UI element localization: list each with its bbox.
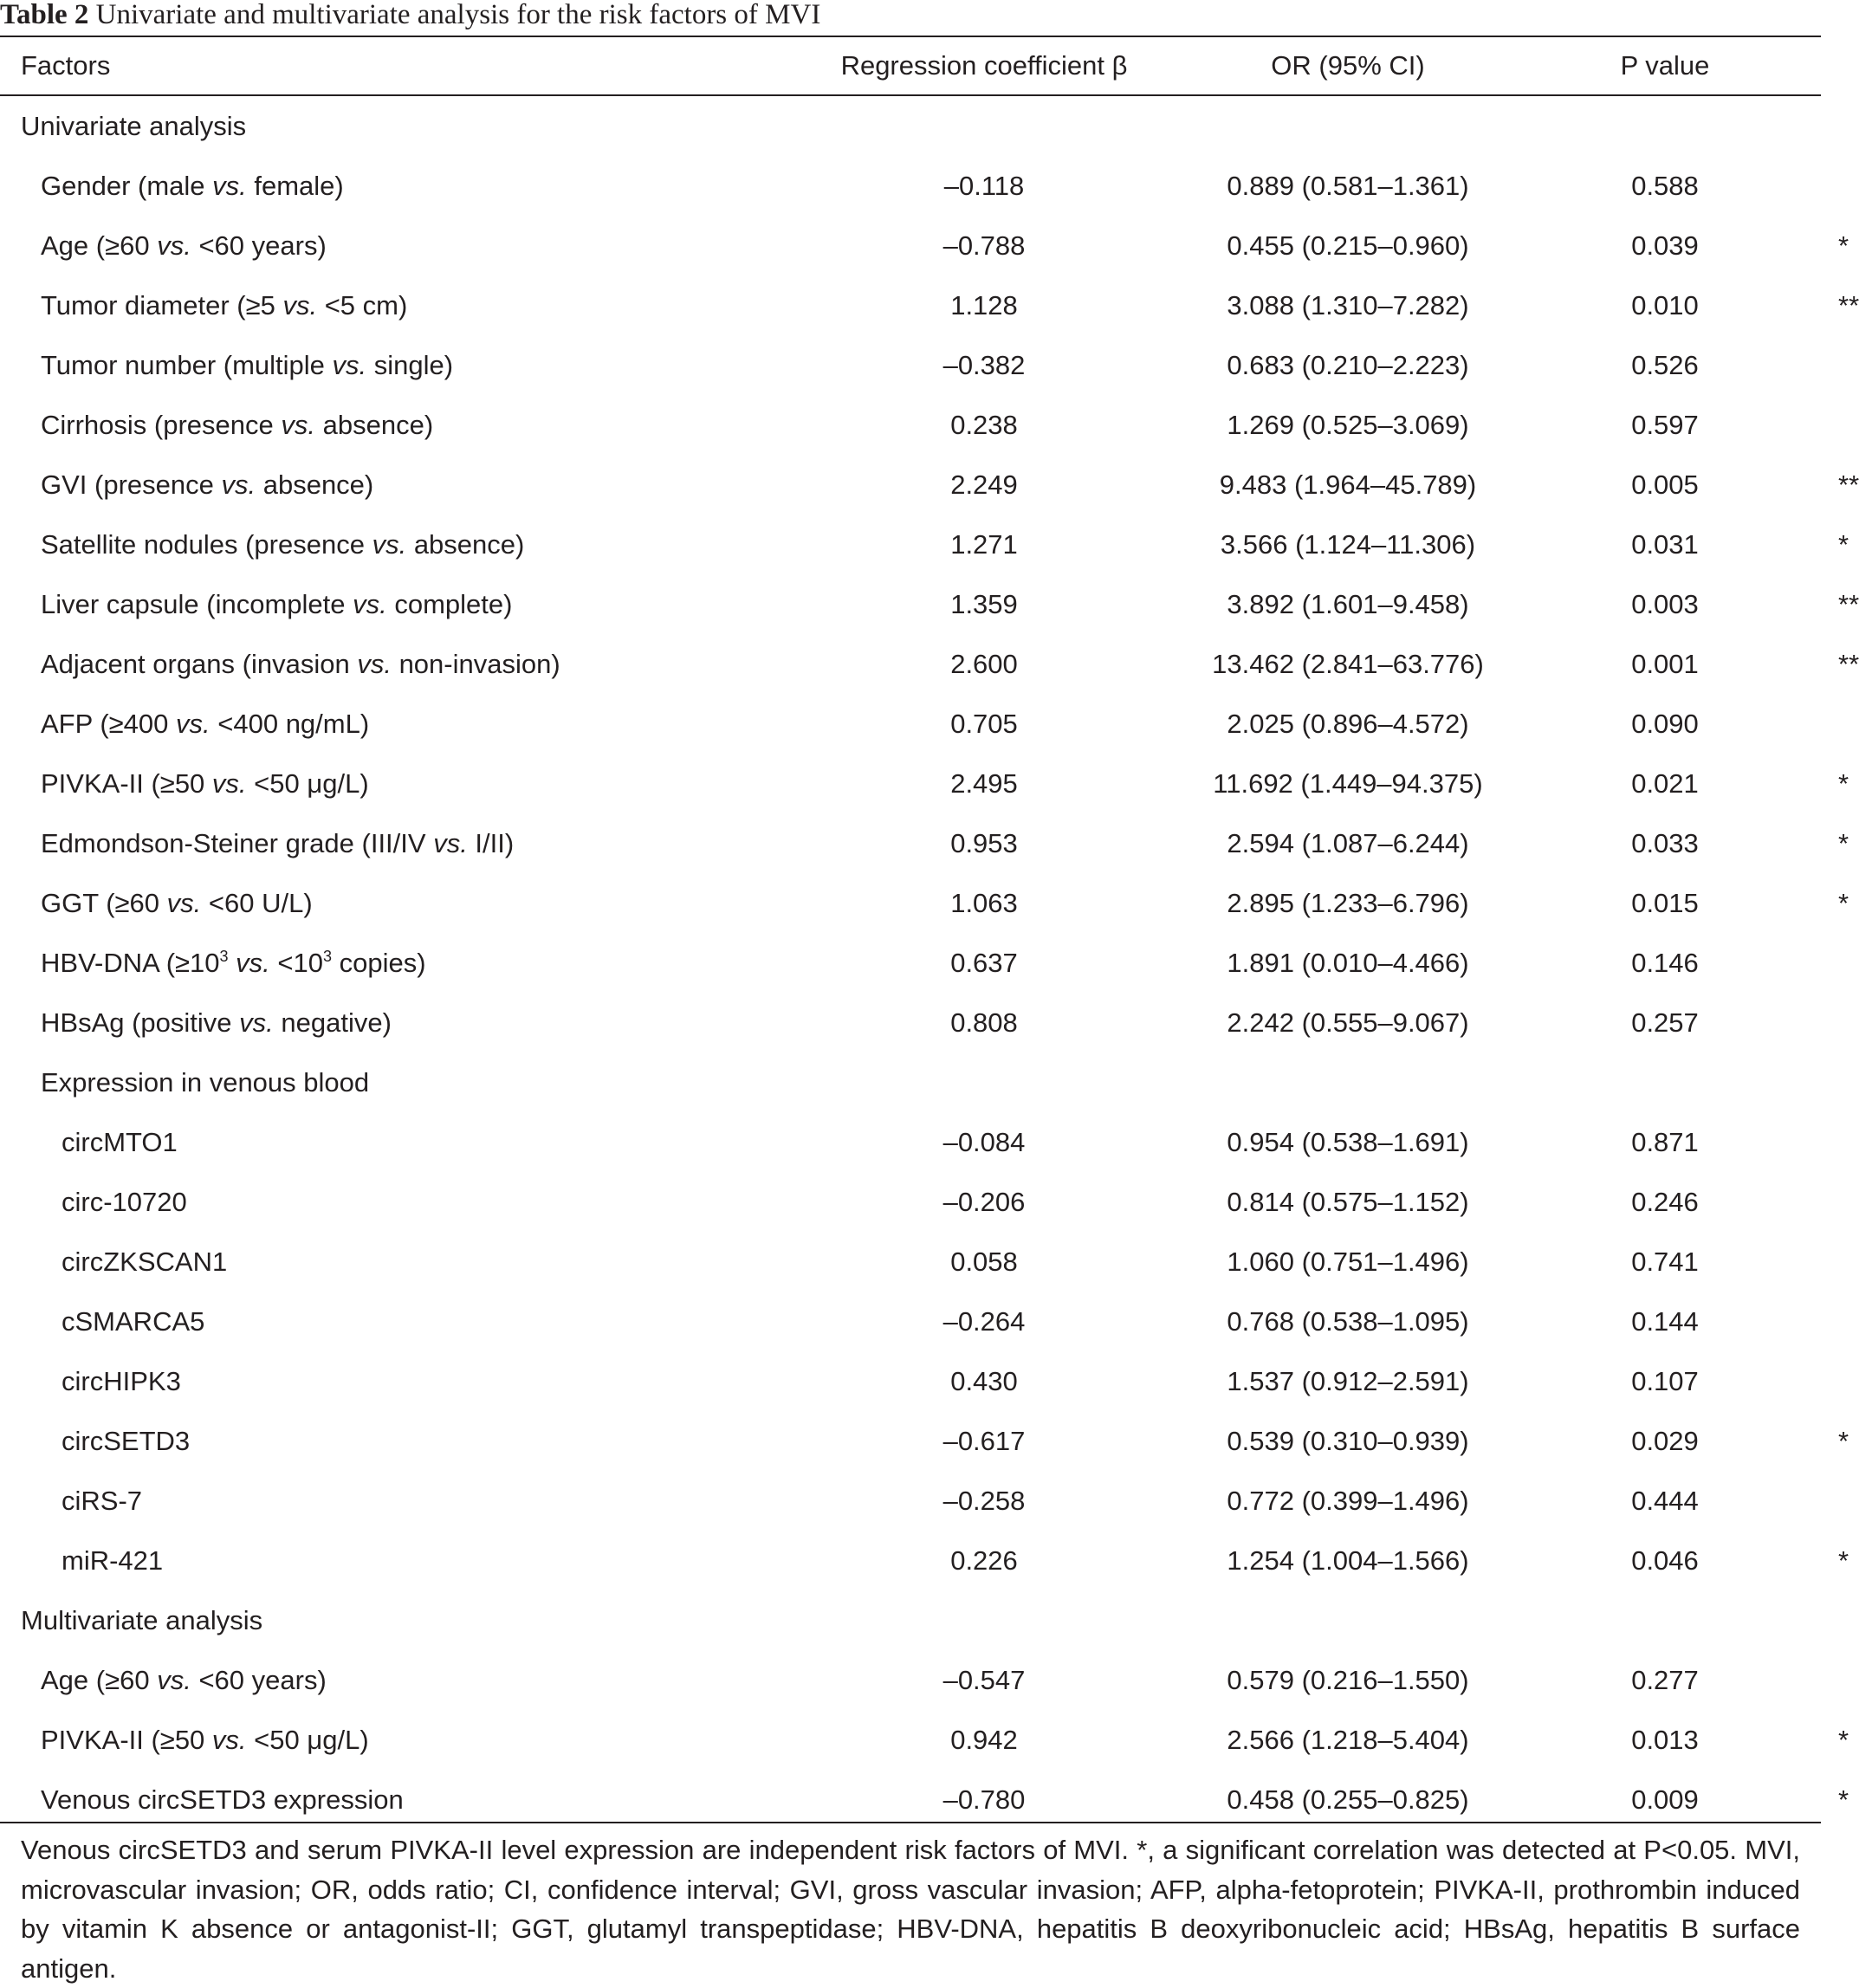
p-value-cell <box>1492 813 1849 873</box>
or-cell: 2.566 (1.218–5.404) <box>1227 1725 1469 1755</box>
significance-stars: ** <box>1838 469 1859 500</box>
beta-cell: –0.780 <box>942 1784 1026 1815</box>
p-value-cell <box>1492 574 1859 634</box>
p-value-cell <box>1492 1770 1849 1829</box>
p-value: 0.031 <box>1631 529 1699 560</box>
beta-cell: 2.495 <box>950 768 1018 799</box>
table-row <box>0 1172 1821 1232</box>
factor-text: PIVKA-II (≥50 <box>41 1725 212 1755</box>
factor-cell <box>41 515 524 574</box>
table-row <box>0 1411 1849 1471</box>
factor-text: HBV-DNA (≥10 <box>41 948 220 978</box>
p-value: 0.009 <box>1631 1784 1699 1815</box>
section-multivariate-label: Multivariate analysis <box>21 1605 263 1635</box>
table-row <box>0 1351 1821 1411</box>
or-cell: 11.692 (1.449–94.375) <box>1213 768 1483 799</box>
p-value-cell <box>1492 1172 1838 1232</box>
p-value-cell <box>1492 1351 1838 1411</box>
p-value: 0.444 <box>1631 1486 1699 1516</box>
vs-text: vs. <box>221 469 256 500</box>
or-cell: 0.954 (0.538–1.691) <box>1227 1127 1469 1157</box>
factor-cell <box>41 1650 327 1710</box>
p-value: 0.005 <box>1631 469 1699 500</box>
vs-text: vs. <box>281 410 315 440</box>
factor-text: single) <box>366 350 454 380</box>
or-cell: 1.254 (1.004–1.566) <box>1227 1545 1469 1576</box>
factor-cell <box>41 694 369 754</box>
beta-cell: –0.206 <box>942 1187 1026 1217</box>
table-row <box>0 1112 1821 1172</box>
beta-cell: 0.942 <box>950 1725 1018 1755</box>
p-value: 0.010 <box>1631 290 1699 321</box>
factor-text: <60 years) <box>191 1665 327 1695</box>
factor-cell <box>41 216 327 275</box>
table-row <box>0 1471 1821 1531</box>
factor-text: I/II) <box>467 828 515 858</box>
p-value-cell <box>1492 1471 1838 1531</box>
factor-text: <60 years) <box>191 230 327 261</box>
p-value: 0.039 <box>1631 230 1699 261</box>
factor-cell <box>41 933 426 993</box>
p-value-cell <box>1492 216 1849 275</box>
significance-stars: ** <box>1838 589 1859 619</box>
table-row <box>0 873 1849 933</box>
or-cell: 3.088 (1.310–7.282) <box>1227 290 1469 321</box>
table-row <box>0 1710 1849 1770</box>
factor-text: copies) <box>332 948 426 978</box>
factor-text: Age (≥60 <box>41 1665 158 1695</box>
factor-cell <box>41 1710 369 1770</box>
header-beta: Regression coefficient β <box>840 50 1128 81</box>
factor-text: Cirrhosis (presence <box>41 410 282 440</box>
factor-text: negative) <box>273 1007 392 1038</box>
header-p-value: P value <box>1620 50 1710 81</box>
table-row <box>0 1650 1821 1710</box>
table-footnote: Venous circSETD3 and serum PIVKA-II level expression are independent risk factors of MVI. *, a significant correlation was detected at P<0.05. MVI, microvascular invasion; OR, odds ratio; CI, confidence interval; GVI, gross vascular invasion; AFP, alpha-fetoprotein; PIVKA-II, prothrombin induced by vitamin K absence or antagonist-II; GGT, glutamyl transpeptidase; HBV-DNA, hepatitis B deoxyribonucleic acid; HBsAg, hepatitis B surface antigen. <box>21 1835 1800 1984</box>
or-cell: 9.483 (1.964–45.789) <box>1219 469 1477 500</box>
p-value-cell <box>1492 754 1849 813</box>
factor-text: female) <box>246 171 344 201</box>
beta-cell: 1.359 <box>950 589 1018 619</box>
factor-cell: cSMARCA5 <box>62 1306 205 1337</box>
beta-cell: 0.238 <box>950 410 1018 440</box>
factor-text: Age (≥60 <box>41 230 158 261</box>
significance-stars: ** <box>1838 649 1859 679</box>
section-venous-expression <box>0 1052 1821 1112</box>
factor-text: Liver capsule (incomplete <box>41 589 353 619</box>
factor-text: Gender (male <box>41 171 213 201</box>
table-row <box>0 813 1849 873</box>
factor-text: <50 μg/L) <box>246 1725 369 1755</box>
or-cell: 3.566 (1.124–11.306) <box>1220 529 1476 560</box>
factor-cell <box>41 455 373 515</box>
p-value-cell <box>1492 634 1859 694</box>
table-row <box>0 395 1821 455</box>
table-row <box>0 754 1849 813</box>
p-value-cell <box>1492 156 1838 216</box>
factor-text: PIVKA-II (≥50 <box>41 768 212 799</box>
beta-cell: 0.705 <box>950 709 1018 739</box>
exponent: 3 <box>219 948 229 965</box>
or-cell: 0.768 (0.538–1.095) <box>1227 1306 1469 1337</box>
factor-cell <box>41 574 512 634</box>
beta-cell: 1.063 <box>950 888 1018 918</box>
beta-cell: 1.128 <box>950 290 1018 321</box>
p-value-cell <box>1492 1411 1849 1471</box>
table-header-row <box>0 36 1821 95</box>
section-multivariate <box>0 1590 1821 1650</box>
factor-cell: miR-421 <box>62 1545 164 1576</box>
p-value-cell <box>1492 1232 1838 1292</box>
caption-label: Table 2 <box>0 0 89 30</box>
factor-text: <50 μg/L) <box>246 768 369 799</box>
significance-stars: * <box>1838 230 1849 261</box>
or-cell: 1.060 (0.751–1.496) <box>1227 1247 1469 1277</box>
significance-stars: * <box>1838 828 1849 858</box>
beta-cell: –0.617 <box>942 1426 1026 1456</box>
p-value: 0.526 <box>1631 350 1699 380</box>
p-value-cell <box>1492 1112 1838 1172</box>
p-value: 0.015 <box>1631 888 1699 918</box>
beta-cell: –0.382 <box>942 350 1026 380</box>
significance-stars: * <box>1838 529 1849 560</box>
or-cell: 0.814 (0.575–1.152) <box>1227 1187 1469 1217</box>
p-value: 0.013 <box>1631 1725 1699 1755</box>
section-univariate-label: Univariate analysis <box>21 111 247 141</box>
significance-stars: ** <box>1838 290 1859 321</box>
vs-text: vs. <box>212 171 247 201</box>
factor-cell: circMTO1 <box>62 1127 178 1157</box>
beta-cell: –0.118 <box>943 171 1025 201</box>
significance-stars: * <box>1838 1426 1849 1456</box>
significance-stars: * <box>1838 768 1849 799</box>
beta-cell: –0.547 <box>942 1665 1026 1695</box>
beta-cell: 0.808 <box>950 1007 1018 1038</box>
beta-cell: –0.788 <box>942 230 1026 261</box>
p-value-cell <box>1492 993 1838 1052</box>
p-value: 0.029 <box>1631 1426 1699 1456</box>
p-value-cell <box>1492 335 1838 395</box>
header-or: OR (95% CI) <box>1271 50 1425 81</box>
factor-text: AFP (≥400 <box>41 709 177 739</box>
factor-text: Satellite nodules (presence <box>41 529 372 560</box>
beta-cell: –0.264 <box>942 1306 1026 1337</box>
vs-text: vs. <box>372 529 407 560</box>
p-value-cell <box>1492 933 1838 993</box>
or-cell: 2.242 (0.555–9.067) <box>1227 1007 1469 1038</box>
beta-cell: 0.226 <box>950 1545 1018 1576</box>
bottom-rule <box>0 1822 1821 1823</box>
p-value: 0.257 <box>1631 1007 1699 1038</box>
factor-cell <box>41 395 433 455</box>
p-value-cell <box>1492 1531 1849 1590</box>
or-cell: 0.539 (0.310–0.939) <box>1227 1426 1469 1456</box>
table-row <box>0 156 1821 216</box>
factor-cell <box>41 634 560 694</box>
factor-text: Tumor diameter (≥5 <box>41 290 283 321</box>
p-value-cell <box>1492 1650 1838 1710</box>
factor-text: <10 <box>277 948 324 978</box>
p-value: 0.871 <box>1631 1127 1699 1157</box>
p-value-cell <box>1492 694 1838 754</box>
factor-text: absence) <box>256 469 374 500</box>
or-cell: 0.458 (0.255–0.825) <box>1227 1784 1469 1815</box>
p-value: 0.741 <box>1631 1247 1699 1277</box>
vs-text: vs. <box>332 350 367 380</box>
beta-cell: 2.600 <box>950 649 1018 679</box>
factor-text: Edmondson-Steiner grade (III/IV <box>41 828 434 858</box>
table-row <box>0 455 1859 515</box>
beta-cell: 0.637 <box>950 948 1018 978</box>
beta-cell: 1.271 <box>950 529 1018 560</box>
p-value: 0.146 <box>1631 948 1699 978</box>
or-cell: 3.892 (1.601–9.458) <box>1227 589 1469 619</box>
significance-stars: * <box>1838 888 1849 918</box>
factor-text: Venous circSETD3 expression <box>41 1784 404 1815</box>
factor-cell <box>41 335 453 395</box>
factor-text: <60 U/L) <box>201 888 313 918</box>
factor-cell: circHIPK3 <box>62 1366 181 1396</box>
p-value-cell <box>1492 1292 1838 1351</box>
or-cell: 1.891 (0.010–4.466) <box>1227 948 1469 978</box>
beta-cell: 0.430 <box>950 1366 1018 1396</box>
vs-text: vs. <box>433 828 468 858</box>
factor-cell: circ-10720 <box>62 1187 187 1217</box>
factor-cell: ciRS-7 <box>62 1486 143 1516</box>
p-value: 0.090 <box>1631 709 1699 739</box>
vs-text: vs. <box>357 649 392 679</box>
factor-cell <box>41 275 407 335</box>
vs-text: vs. <box>157 230 191 261</box>
factor-cell <box>41 993 392 1052</box>
factor-text: absence) <box>315 410 434 440</box>
factor-cell <box>41 1770 404 1829</box>
factor-cell <box>41 873 313 933</box>
vs-text: vs. <box>282 290 318 321</box>
beta-cell: 2.249 <box>950 469 1018 500</box>
section-venous-expression-label: Expression in venous blood <box>41 1067 370 1098</box>
caption-title: Univariate and multivariate analysis for the risk factors of MVI <box>95 0 821 30</box>
vs-text: vs. <box>353 589 387 619</box>
table-row <box>0 933 1821 993</box>
p-value: 0.033 <box>1631 828 1699 858</box>
p-value-cell <box>1492 1710 1849 1770</box>
vs-text: vs. <box>176 709 211 739</box>
p-value: 0.046 <box>1631 1545 1699 1576</box>
table-row <box>0 993 1821 1052</box>
table-row <box>0 335 1821 395</box>
p-value: 0.277 <box>1631 1665 1699 1695</box>
p-value-cell <box>1492 873 1849 933</box>
vs-text: vs. <box>236 948 270 978</box>
p-value: 0.597 <box>1631 410 1699 440</box>
vs-text: vs. <box>157 1665 191 1695</box>
factor-text: absence) <box>406 529 525 560</box>
beta-cell: –0.258 <box>942 1486 1026 1516</box>
factor-cell <box>41 754 369 813</box>
beta-cell: 0.058 <box>950 1247 1018 1277</box>
table-caption <box>0 0 820 35</box>
vs-text: vs. <box>239 1007 274 1038</box>
or-cell: 0.579 (0.216–1.550) <box>1227 1665 1469 1695</box>
factor-text: GVI (presence <box>41 469 222 500</box>
table-row <box>0 275 1859 335</box>
table-row <box>0 1232 1821 1292</box>
p-value-cell <box>1492 515 1849 574</box>
p-value-cell <box>1492 455 1859 515</box>
significance-stars: * <box>1838 1784 1849 1815</box>
table-row <box>0 694 1821 754</box>
factor-text: complete) <box>386 589 513 619</box>
factor-cell <box>41 156 344 216</box>
vs-text: vs. <box>211 768 247 799</box>
significance-stars: * <box>1838 1725 1849 1755</box>
p-value: 0.144 <box>1631 1306 1699 1337</box>
or-cell: 0.455 (0.215–0.960) <box>1227 230 1469 261</box>
vs-text: vs. <box>211 1725 247 1755</box>
factor-text: HBsAg (positive <box>41 1007 240 1038</box>
table-row <box>0 515 1849 574</box>
or-cell: 2.594 (1.087–6.244) <box>1227 828 1469 858</box>
table-row <box>0 216 1849 275</box>
factor-text: GGT (≥60 <box>41 888 167 918</box>
factor-text: Tumor number (multiple <box>41 350 333 380</box>
exponent: 3 <box>323 948 333 965</box>
table-row <box>0 574 1859 634</box>
factor-text: non-invasion) <box>391 649 560 679</box>
table-row <box>0 1770 1849 1829</box>
or-cell: 0.683 (0.210–2.223) <box>1227 350 1469 380</box>
or-cell: 13.462 (2.841–63.776) <box>1212 649 1484 679</box>
p-value: 0.246 <box>1631 1187 1699 1217</box>
or-cell: 2.895 (1.233–6.796) <box>1227 888 1469 918</box>
significance-stars: * <box>1838 1545 1849 1576</box>
or-cell: 0.772 (0.399–1.496) <box>1227 1486 1469 1516</box>
vs-text: vs. <box>166 888 202 918</box>
beta-cell: –0.084 <box>942 1127 1026 1157</box>
table-row <box>0 634 1859 694</box>
p-value: 0.107 <box>1631 1366 1699 1396</box>
or-cell: 1.269 (0.525–3.069) <box>1227 410 1469 440</box>
header-factors: Factors <box>21 50 111 81</box>
table-row <box>0 1292 1821 1351</box>
beta-cell: 0.953 <box>950 828 1018 858</box>
or-cell: 2.025 (0.896–4.572) <box>1227 709 1469 739</box>
factor-cell <box>41 813 514 873</box>
factor-cell: circSETD3 <box>62 1426 191 1456</box>
factor-cell: circZKSCAN1 <box>62 1247 228 1277</box>
p-value: 0.021 <box>1631 768 1699 799</box>
table-row <box>0 1531 1849 1590</box>
or-cell: 1.537 (0.912–2.591) <box>1227 1366 1469 1396</box>
section-univariate <box>0 96 1821 156</box>
factor-text: <400 ng/mL) <box>210 709 370 739</box>
p-value: 0.588 <box>1631 171 1699 201</box>
factor-text: <5 cm) <box>317 290 408 321</box>
p-value-cell <box>1492 395 1838 455</box>
or-cell: 0.889 (0.581–1.361) <box>1227 171 1469 201</box>
p-value: 0.001 <box>1631 649 1699 679</box>
p-value-cell <box>1492 275 1859 335</box>
p-value: 0.003 <box>1631 589 1699 619</box>
factor-text: Adjacent organs (invasion <box>41 649 358 679</box>
